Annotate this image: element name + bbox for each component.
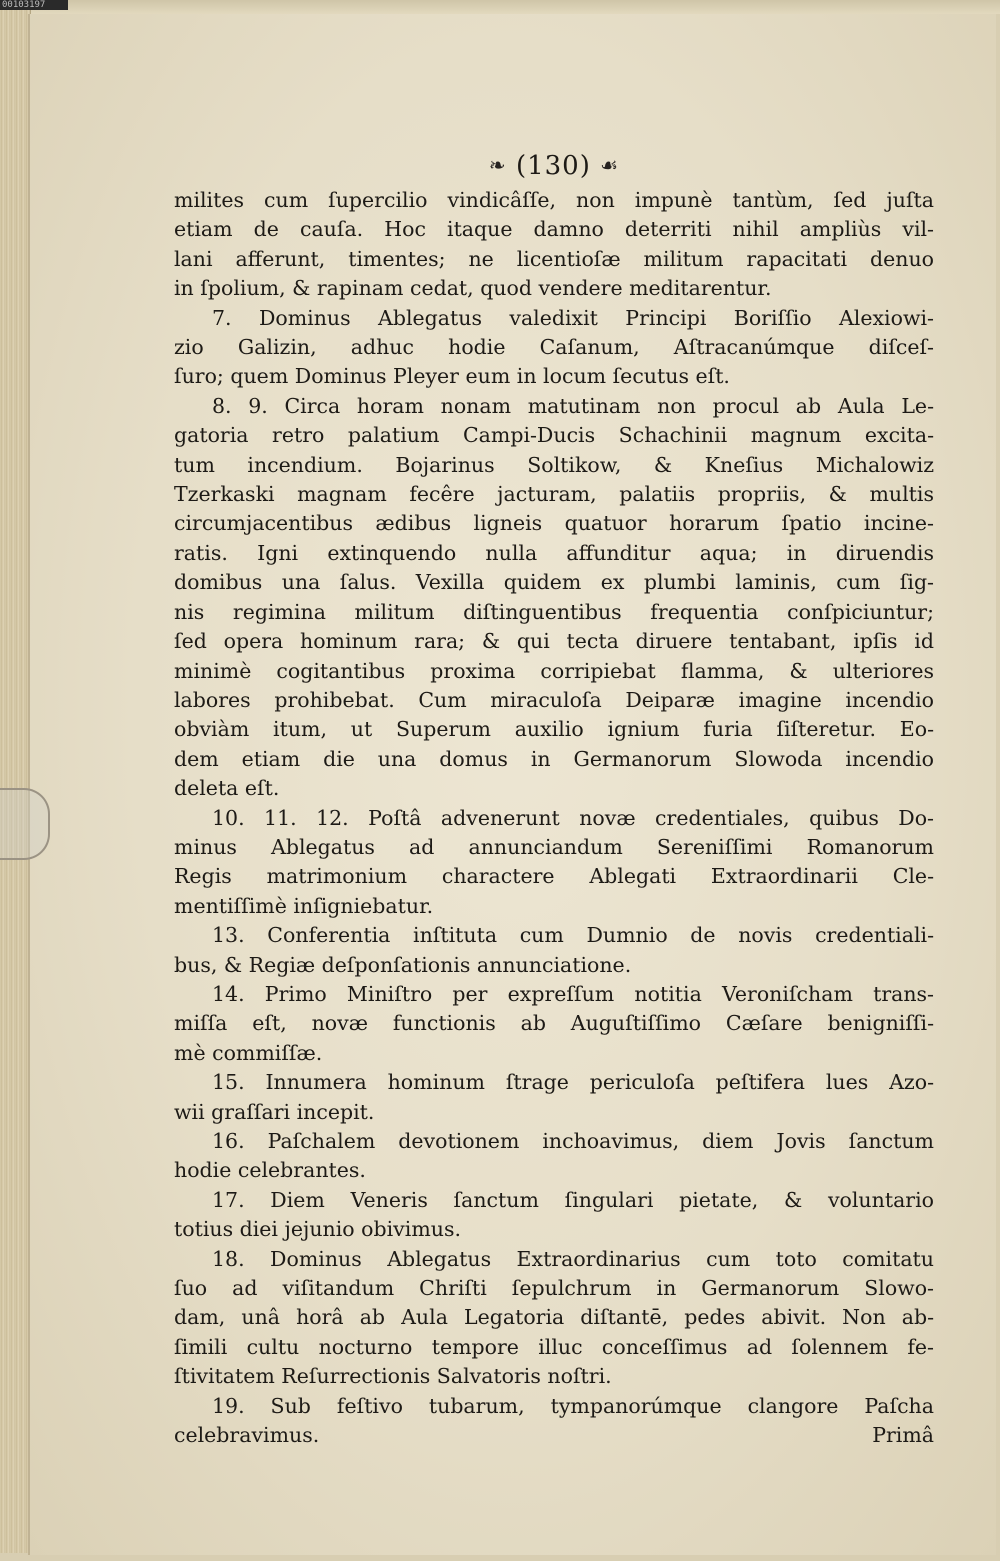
text-line: ſed opera hominum rara; & qui tecta diruere tentabant, ipſis id <box>174 629 934 654</box>
paragraph <box>174 921 934 980</box>
ornament-left-icon: ❧ <box>488 153 507 177</box>
ornament-right-icon: ☙ <box>600 153 620 177</box>
paragraph <box>174 186 934 304</box>
text-line: labores prohibebat. Cum miraculoſa Deiparæ imagine incendio <box>174 687 934 712</box>
text-line: 7. Dominus Ablegatus valedixit Principi Boriſſio Alexiowi- <box>212 305 934 330</box>
text-line: ſuro; quem Dominus Pleyer eum in locum ſecutus eſt. <box>174 364 730 389</box>
text-line: dam, unâ horâ ab Aula Legatoria diſtantē, pedes abivit. Non ab- <box>174 1305 934 1330</box>
paragraph <box>174 1245 934 1392</box>
text-line: in ſpolium, & rapinam cedat, quod vendere meditarentur. <box>174 276 772 301</box>
text-line: circumjacentibus ædibus ligneis quatuor horarum ſpatio incine- <box>174 511 934 536</box>
text-line: mè commiſſæ. <box>174 1040 323 1065</box>
text-line: domibus una ſalus. Vexilla quidem ex plumbi laminis, cum ſig- <box>174 570 934 595</box>
paragraph <box>174 1392 934 1421</box>
text-line: minus Ablegatus ad annunciandum Sereniſſimi Romanorum <box>174 834 934 859</box>
text-line: 19. Sub feſtivo tubarum, tympanorúmque clangore Paſcha <box>212 1393 934 1418</box>
text-line: bus, & Regiæ deſponſationis annunciatione. <box>174 952 632 977</box>
text-line: 17. Diem Veneris ſanctum ſingulari pietate, & voluntario <box>212 1187 934 1212</box>
text-line: zio Galizin, adhuc hodie Caſanum, Aſtracanúmque diſceſ- <box>174 335 934 360</box>
stacked-page-edges <box>0 8 31 1553</box>
text-line: ratis. Igni extinquendo nulla affunditur aqua; in diruendis <box>174 540 934 565</box>
book-top-edge <box>0 0 1000 14</box>
text-line: nis regimina militum diſtinguentibus frequentia conſpiciuntur; <box>174 599 934 624</box>
text-line: 15. Innumera hominum ſtrage periculoſa peſtifera lues Azo- <box>212 1070 934 1095</box>
paragraph <box>174 1127 934 1186</box>
text-line: dem etiam die una domus in Germanorum Slowoda incendio <box>174 746 934 771</box>
text-line: hodie celebrantes. <box>174 1158 366 1183</box>
paragraph <box>174 392 934 804</box>
text-line: 10. 11. 12. Poſtâ advenerunt novæ credentiales, quibus Do- <box>212 805 934 830</box>
paragraph <box>174 804 934 922</box>
page-text <box>174 148 934 1450</box>
body-text <box>174 186 934 1421</box>
paragraph <box>174 304 934 392</box>
scan-identifier: 00103197 <box>0 0 68 10</box>
final-line-row <box>174 1421 934 1450</box>
paragraph <box>174 980 934 1068</box>
text-line: totius diei jejunio obivimus. <box>174 1217 461 1242</box>
text-line: ſimili cultu nocturno tempore illuc conceſſimus ad ſolennem fe- <box>174 1334 934 1359</box>
text-line: etiam de cauſa. Hoc itaque damno deterriti nihil ampliùs vil- <box>174 217 934 242</box>
text-line: lani afferunt, timentes; ne licentioſæ militum rapacitati denuo <box>174 246 934 271</box>
text-line: 8. 9. Circa horam nonam matutinam non procul ab Aula Le- <box>212 393 934 418</box>
text-line: Regis matrimonium charactere Ablegati Extraordinarii Cle- <box>174 864 934 889</box>
page-number: (130) <box>515 151 591 181</box>
text-line: miſſa eſt, novæ functionis ab Auguſtiſſimo Cæſare benigniſſi- <box>174 1011 934 1036</box>
text-line: mentiſſimè inſigniebatur. <box>174 893 434 918</box>
text-line: Tzerkaski magnam fecêre jacturam, palatiis propriis, & multis <box>174 482 934 507</box>
text-line: obviàm itum, ut Superum auxilio ignium furia ſiſteretur. Eo- <box>174 717 934 742</box>
text-line: wii graſſari incepit. <box>174 1099 375 1124</box>
text-line: ſtivitatem Reſurrectionis Salvatoris noſtri. <box>174 1364 612 1389</box>
text-line: deleta eſt. <box>174 776 280 801</box>
text-line: ſuo ad viſitandum Chriſti ſepulchrum in Germanorum Slowo- <box>174 1276 934 1301</box>
page-header <box>174 148 934 184</box>
text-line: 16. Paſchalem devotionem inchoavimus, diem Jovis ſanctum <box>212 1129 934 1153</box>
text-line: 13. Conferentia inſtituta cum Dumnio de novis credentiali- <box>212 923 934 948</box>
text-line: milites cum ſupercilio vindicâſſe, non impunè tantùm, ſed juſta <box>174 188 934 212</box>
page-clip <box>0 788 50 860</box>
paragraph <box>174 1068 934 1127</box>
text-line: tum incendium. Bojarinus Soltikow, & Kneſius Michalowiz <box>174 452 934 477</box>
text-line: gatoria retro palatium Campi-Ducis Schachinii magnum excita- <box>174 423 934 448</box>
catchword: Primâ <box>872 1423 934 1448</box>
paragraph <box>174 1186 934 1245</box>
text-line: 18. Dominus Ablegatus Extraordinarius cum toto comitatu <box>212 1246 934 1271</box>
text-line: minimè cogitantibus proxima corripiebat flamma, & ulteriores <box>174 658 934 683</box>
final-line: celebravimus. <box>174 1423 320 1448</box>
text-line: 14. Primo Miniſtro per expreſſum notitia Veroniſcham trans- <box>212 981 934 1006</box>
